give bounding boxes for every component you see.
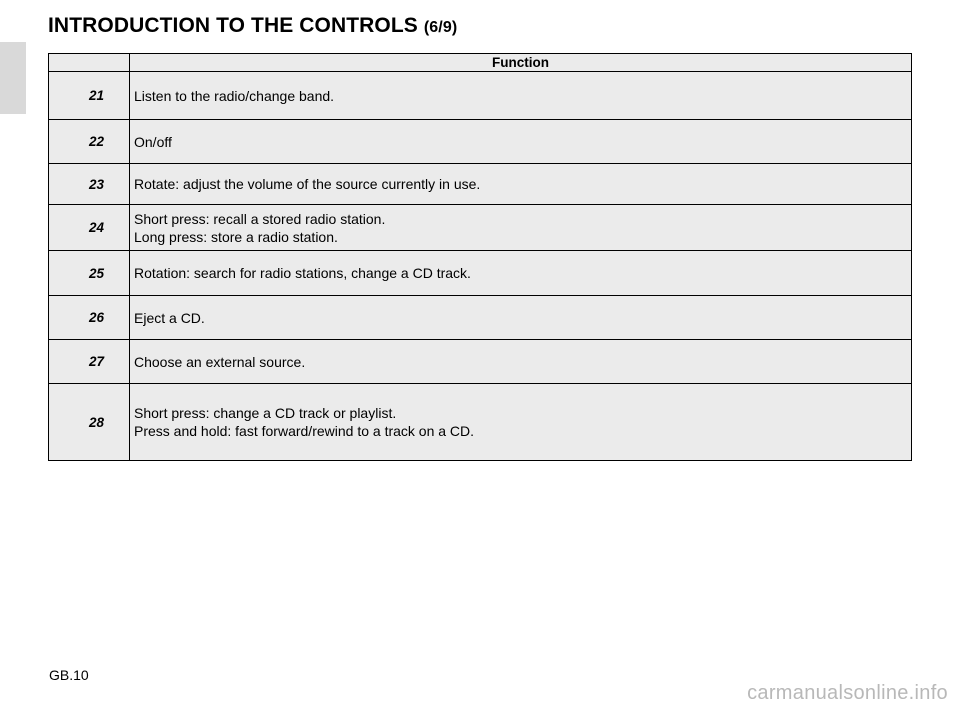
table-row	[49, 296, 912, 340]
table-row	[49, 72, 912, 120]
function-line: Eject a CD.	[134, 309, 205, 326]
function-line: Rotate: adjust the volume of the source currently in use.	[134, 176, 481, 192]
table-header-row	[49, 54, 912, 72]
table-row	[49, 205, 912, 251]
number-column-header	[49, 54, 130, 72]
control-function	[130, 205, 912, 251]
function-column-header: Function	[130, 54, 912, 72]
function-line: Long press: store a radio station.	[134, 228, 338, 245]
control-number: 21	[49, 72, 130, 120]
control-function	[130, 251, 912, 296]
control-function	[130, 164, 912, 205]
title-part-indicator: (6/9)	[423, 19, 458, 36]
table-row	[49, 384, 912, 461]
function-line: Press and hold: fast forward/rewind to a track on a CD.	[134, 423, 475, 439]
table-row	[49, 340, 912, 384]
control-number: 25	[49, 251, 130, 296]
control-number: 28	[49, 384, 130, 461]
function-line: Listen to the radio/change band.	[134, 87, 335, 104]
section-tab	[0, 42, 26, 114]
control-number: 27	[49, 340, 130, 384]
title-text: INTRODUCTION TO THE CONTROLS	[48, 14, 418, 37]
control-function	[130, 384, 912, 461]
table-row	[49, 164, 912, 205]
page-number: GB.10	[49, 667, 89, 683]
controls-table	[48, 53, 912, 461]
control-function	[130, 296, 912, 340]
function-line: Short press: recall a stored radio station.	[134, 210, 386, 227]
control-number: 22	[49, 120, 130, 164]
function-line: On/off	[134, 133, 172, 150]
table-row	[49, 251, 912, 296]
page-title	[48, 14, 457, 38]
control-function	[130, 72, 912, 120]
function-line: Rotation: search for radio stations, change a CD track.	[134, 265, 471, 281]
function-line: Short press: change a CD track or playlist.	[134, 405, 397, 421]
control-function	[130, 340, 912, 384]
control-function	[130, 120, 912, 164]
table-row	[49, 120, 912, 164]
function-line: Choose an external source.	[134, 353, 306, 370]
control-number: 24	[49, 205, 130, 251]
control-number: 26	[49, 296, 130, 340]
control-number: 23	[49, 164, 130, 205]
watermark: carmanualsonline.info	[747, 682, 948, 704]
